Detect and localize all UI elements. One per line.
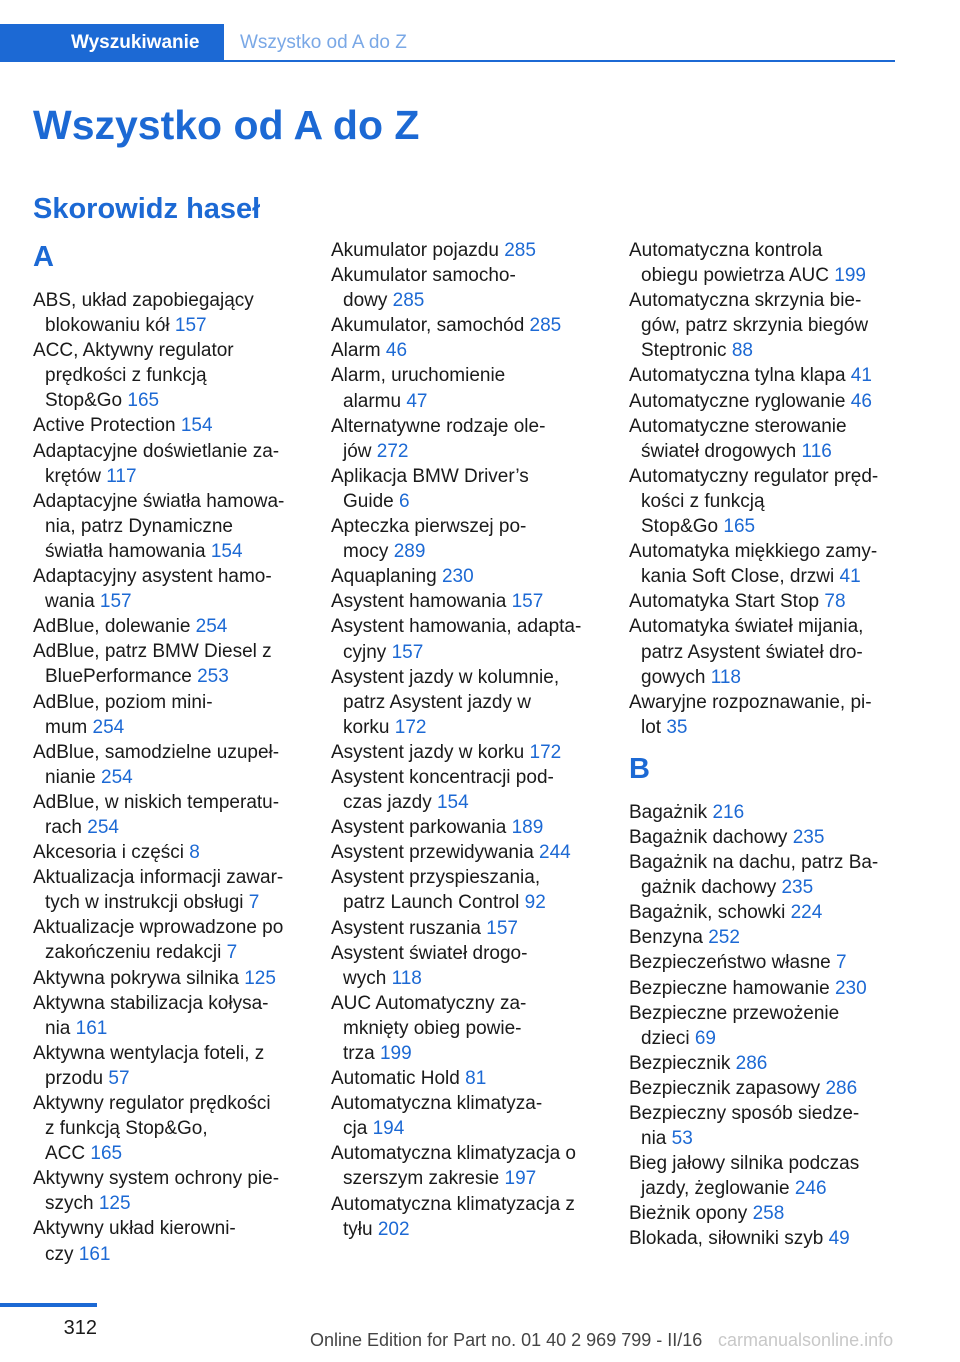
page-link[interactable]: 286 [825, 1077, 858, 1099]
index-entry [331, 313, 621, 338]
index-entry [331, 765, 621, 815]
index-entry-text: Automatyczna klimatyzacja z tyłu [331, 1193, 575, 1240]
index-entry [629, 690, 904, 740]
index-list [629, 800, 904, 1252]
footer-accent-bar [0, 1303, 97, 1307]
page-link[interactable]: 230 [441, 566, 474, 588]
index-entry-text: Aktywny regulator prędkości z funkcją Stop&Go, ACC [33, 1093, 271, 1165]
index-entry [629, 1001, 904, 1051]
index-entry-text: Adaptacyjny asystent hamo- wania [33, 566, 272, 613]
index-entry [331, 363, 621, 413]
index-entry-text: Awaryjne rozpoznawanie, pi- lot [629, 691, 872, 738]
page-link[interactable]: 7 [226, 942, 238, 964]
index-entry [331, 815, 621, 840]
index-entry [33, 439, 323, 489]
page-link[interactable]: 258 [752, 1203, 785, 1225]
index-entry-text: Asystent jazdy w korku [331, 741, 530, 763]
index-entry-text: Bieg jałowy silnika podczas jazdy, żeglowanie [629, 1153, 860, 1200]
index-list [331, 238, 621, 1242]
index-entry [331, 941, 621, 991]
page-link[interactable]: 8 [189, 842, 200, 864]
page-link[interactable]: 92 [524, 892, 546, 914]
index-entry [33, 840, 323, 865]
page-link[interactable]: 154 [180, 415, 213, 437]
page-link[interactable]: 41 [850, 365, 872, 387]
index-entry [629, 1051, 904, 1076]
index-entry-text: Asystent przyspieszania, patrz Launch Control [331, 867, 541, 914]
index-entry-text: Aktywny układ kierowni- czy [33, 1218, 236, 1265]
page-link[interactable]: 118 [391, 967, 422, 989]
page-link[interactable]: 157 [391, 641, 424, 663]
index-entry-text: Blokada, siłowniki szyb [629, 1228, 829, 1250]
index-entry [331, 589, 621, 614]
index-entry [331, 614, 621, 664]
index-entry-text: Aktywna wentylacja foteli, z przodu [33, 1042, 265, 1089]
index-entry [629, 589, 904, 614]
index-entry-text: Automatyczna tylna klapa [629, 365, 851, 387]
page-link[interactable]: 285 [504, 240, 536, 261]
page-link[interactable]: 165 [90, 1143, 123, 1165]
page-link[interactable]: 118 [710, 666, 741, 688]
index-entry-text: Automatic Hold [331, 1068, 466, 1090]
page-link[interactable]: 69 [694, 1027, 716, 1049]
page-link[interactable]: 41 [839, 566, 861, 588]
index-entry [331, 1141, 621, 1191]
index-entry-text: Automatyczna klimatyzacja o szerszym zakresie [331, 1143, 576, 1190]
page-link[interactable]: 230 [834, 977, 867, 999]
index-entry-text: Asystent świateł drogo- wych [331, 942, 528, 989]
page-title: Wszystko od A do Z [33, 102, 420, 148]
index-entry-text: Akumulator, samochód [331, 315, 530, 337]
page-link[interactable]: 157 [511, 591, 544, 613]
index-entry [331, 991, 621, 1066]
index-entry [331, 665, 621, 740]
index-entry [331, 865, 621, 915]
index-entry [33, 1041, 323, 1091]
index-entry-text: Adaptacyjne doświetlanie za- krętów [33, 440, 280, 487]
page-link[interactable]: 246 [794, 1178, 827, 1200]
page-link[interactable]: 157 [99, 591, 132, 613]
page-link[interactable]: 161 [78, 1243, 111, 1265]
index-entry-text: Automatyczne ryglowanie [629, 390, 851, 412]
page-link[interactable]: 254 [87, 816, 119, 838]
index-entry [629, 850, 904, 900]
index-entry-text: Asystent hamowania [331, 591, 512, 613]
page-link[interactable]: 125 [98, 1193, 131, 1215]
page-link[interactable]: 157 [486, 917, 518, 939]
index-entry-text: Bagażnik [629, 801, 713, 823]
page-link[interactable]: 194 [372, 1118, 405, 1140]
index-list [629, 238, 904, 740]
page-link[interactable]: 49 [828, 1228, 850, 1250]
index-entry [33, 1216, 323, 1266]
index-entry [331, 740, 621, 765]
index-entry [629, 464, 904, 539]
index-entry [629, 1151, 904, 1201]
page-link[interactable]: 81 [465, 1068, 487, 1090]
index-entry-text: Automatyczna skrzynia bie- gów, patrz skrzynia biegów Steptronic [629, 290, 869, 362]
tab-underline [224, 60, 895, 62]
index-entry [331, 263, 621, 313]
index-entry [33, 413, 323, 438]
index-entry-text: Asystent parkowania [331, 817, 512, 839]
page-link[interactable]: 57 [108, 1067, 130, 1089]
index-entry [33, 915, 323, 965]
page-link[interactable]: 235 [781, 877, 814, 899]
page-link[interactable]: 6 [398, 490, 410, 512]
index-entry-text: Bezpieczne przewożenie dzieci [629, 1002, 840, 1049]
index-entry-text: Automatyka Start Stop [629, 591, 825, 613]
index-entry [629, 414, 904, 464]
index-entry-text: Bagażnik na dachu, patrz Ba- gażnik dachowy [629, 852, 879, 899]
index-column-3 [629, 238, 904, 1252]
page-link[interactable]: 78 [824, 591, 846, 613]
index-entry [629, 539, 904, 589]
index-entry [629, 900, 904, 925]
index-entry-text: Aktualizacja informacji zawar- tych w instrukcji obsługi [33, 867, 284, 914]
index-entry-text: Benzyna [629, 927, 709, 949]
index-entry-text: Automatyczna klimatyza- cja [331, 1093, 543, 1140]
index-entry-text: AdBlue, dolewanie [33, 616, 196, 638]
page-link[interactable]: 88 [731, 340, 753, 362]
index-list [33, 288, 323, 1267]
index-entry-text: Automatyczna kontrola obiegu powietrza AUC [629, 240, 829, 287]
index-entry-text: Bagażnik, schowki [629, 902, 791, 924]
index-entry-text: Asystent ruszania [331, 917, 487, 939]
index-entry [331, 238, 621, 263]
index-entry [33, 966, 323, 991]
tab-search[interactable]: Wyszukiwanie [0, 24, 224, 62]
index-entry-text: Bezpiecznik [629, 1052, 736, 1074]
page-link[interactable]: 116 [801, 440, 832, 462]
page-link[interactable]: 197 [504, 1168, 537, 1190]
index-entry-text: Automatyka świateł mijania, patrz Asystent świateł dro- gowych [629, 616, 864, 688]
index-entry [33, 790, 323, 840]
index-entry-text: Bezpieczne hamowanie [629, 977, 835, 999]
index-entry [331, 414, 621, 464]
index-entry [33, 991, 323, 1041]
page-link[interactable]: 165 [723, 516, 756, 538]
edition-note: Online Edition for Part no. 01 40 2 969 799 - II/16 [310, 1330, 703, 1350]
index-entry-text: Aktywna pokrywa silnika [33, 967, 245, 989]
index-entry [629, 800, 904, 825]
page-number: 312 [63, 1317, 97, 1339]
index-entry [33, 1091, 323, 1166]
page-link[interactable]: 117 [106, 465, 137, 487]
page-link[interactable]: 199 [834, 265, 866, 287]
page-link[interactable]: 253 [197, 666, 229, 688]
index-entry [629, 614, 904, 689]
index-entry [331, 1066, 621, 1091]
index-entry-text: Akcesoria i części [33, 842, 190, 864]
index-entry [33, 740, 323, 790]
index-entry [33, 614, 323, 639]
index-entry-text: Aquaplaning [331, 566, 442, 588]
index-entry-text: Alarm, uruchomienie alarmu [331, 365, 506, 412]
index-column-1 [33, 238, 323, 1267]
index-entry [331, 1192, 621, 1242]
index-entry-text: Asystent przewidywania [331, 842, 540, 864]
index-entry [629, 925, 904, 950]
index-entry-text: ABS, układ zapobiegający blokowaniu kół [33, 290, 254, 337]
index-entry [629, 363, 904, 388]
page-link[interactable]: 172 [394, 716, 427, 738]
index-entry-text: Akumulator pojazdu [331, 240, 505, 261]
index-entry-text: AdBlue, patrz BMW Diesel z BluePerformance [33, 641, 272, 688]
index-entry [331, 840, 621, 865]
index-entry-text: Asystent jazdy w kolumnie, patrz Asystent jazdy w korku [331, 666, 560, 738]
index-entry [629, 238, 904, 288]
index-entry-text: AUC Automatyczny za- mknięty obieg powie- trza [331, 992, 527, 1064]
page-link[interactable]: 254 [195, 616, 228, 638]
index-entry-text: Alternatywne rodzaje ole- jów [331, 415, 546, 462]
page-link[interactable]: 252 [708, 927, 740, 949]
page-link[interactable]: 7 [248, 892, 260, 914]
index-entry-text: Automatyka miękkiego zamy- kania Soft Close, drzwi [629, 541, 878, 588]
page-link[interactable]: 289 [393, 541, 426, 563]
page-link[interactable]: 165 [127, 390, 160, 412]
page-link[interactable]: 154 [210, 540, 243, 562]
page-link[interactable]: 285 [529, 315, 562, 337]
page-link[interactable]: 53 [671, 1128, 693, 1150]
index-letter-b: B [629, 752, 650, 785]
page-link[interactable]: 189 [511, 817, 544, 839]
index-entry-text: Bezpieczeństwo własne [629, 952, 836, 974]
index-entry [629, 825, 904, 850]
tab-a-to-z[interactable]: Wszystko od A do Z [240, 32, 407, 53]
index-entry-text: Adaptacyjne światła hamowa- nia, patrz Dynamiczne światła hamowania [33, 490, 285, 562]
index-entry [33, 690, 323, 740]
page-link[interactable]: 244 [539, 842, 571, 864]
index-entry [629, 389, 904, 414]
index-entry-text: Bezpieczny sposób siedze- nia [629, 1103, 860, 1150]
index-entry-text: AdBlue, w niskich temperatu- rach [33, 791, 280, 838]
index-entry [629, 1076, 904, 1101]
page-link[interactable]: 254 [92, 716, 125, 738]
page-link[interactable]: 202 [377, 1218, 410, 1240]
page-link[interactable]: 161 [75, 1017, 108, 1039]
index-entry-text: Apteczka pierwszej po- mocy [331, 516, 527, 563]
index-entry-text: Bieżnik opony [629, 1203, 753, 1225]
page-link[interactable]: 157 [174, 315, 207, 337]
page-link[interactable]: 46 [385, 340, 408, 362]
index-entry-text: Asystent koncentracji pod- czas jazdy [331, 766, 554, 814]
page-link[interactable]: 35 [666, 716, 688, 738]
index-entry [33, 865, 323, 915]
index-entry-text: Aktualizacje wprowadzone po zakończeniu redakcji [33, 917, 284, 964]
page-link[interactable]: 199 [379, 1043, 412, 1064]
index-entry [33, 338, 323, 413]
index-entry-text: AdBlue, samodzielne uzupeł- nianie [33, 741, 280, 788]
page-link[interactable]: 254 [101, 766, 133, 788]
page-link[interactable]: 125 [244, 967, 276, 989]
index-entry-text: Automatyczny regulator pręd- kości z funkcją Stop&Go [629, 465, 879, 538]
page-link[interactable]: 172 [529, 741, 562, 763]
page-link[interactable]: 216 [712, 801, 745, 823]
index-entry [629, 288, 904, 363]
index-entry-text: Automatyczne sterowanie świateł drogowych [629, 415, 847, 462]
index-entry [33, 564, 323, 614]
index-entry-text: AdBlue, poziom mini- mum [33, 691, 213, 738]
page-link[interactable]: 47 [406, 390, 428, 412]
index-entry [331, 464, 621, 514]
page-link[interactable]: 286 [735, 1052, 768, 1074]
index-entry-text: ACC, Aktywny regulator prędkości z funkcją Stop&Go [33, 340, 234, 412]
index-entry-text: Akumulator samocho- dowy [331, 265, 516, 312]
section-subtitle: Skorowidz haseł [33, 193, 261, 225]
watermark: carmanualsonline.info [718, 1330, 894, 1350]
index-entry [629, 1201, 904, 1226]
index-entry [629, 950, 904, 975]
index-letter-a: A [33, 241, 54, 273]
index-entry-text: Asystent hamowania, adapta- cyjny [331, 616, 582, 663]
page-link[interactable]: 224 [790, 902, 823, 924]
page-link[interactable]: 7 [836, 952, 847, 974]
page-link[interactable]: 235 [792, 826, 825, 848]
index-entry-text: Bezpiecznik zapasowy [629, 1077, 826, 1099]
page-link[interactable]: 272 [376, 440, 409, 462]
page-link[interactable]: 154 [436, 792, 469, 814]
index-entry [33, 288, 323, 338]
page-link[interactable]: 46 [850, 390, 872, 412]
index-entry [331, 1091, 621, 1141]
index-entry [331, 916, 621, 941]
index-entry [331, 564, 621, 589]
index-entry [331, 514, 621, 564]
breadcrumb-tabs [0, 24, 895, 62]
index-entry [331, 338, 621, 363]
index-entry [33, 639, 323, 689]
index-entry [629, 1101, 904, 1151]
index-entry [629, 976, 904, 1001]
index-entry-text: Aplikacja BMW Driver’s Guide [331, 465, 529, 512]
index-entry-text: Aktywny system ochrony pie- szych [33, 1168, 280, 1215]
index-entry-text: Aktywna stabilizacja kołysa- nia [33, 992, 269, 1039]
index-column-2 [331, 238, 621, 1242]
index-entry [629, 1226, 904, 1251]
index-entry-text: Alarm [331, 340, 386, 362]
page-link[interactable]: 285 [392, 290, 425, 312]
index-entry-text: Bagażnik dachowy [629, 826, 793, 848]
index-entry [33, 489, 323, 564]
index-entry [33, 1166, 323, 1216]
index-entry-text: Active Protection [33, 415, 181, 437]
